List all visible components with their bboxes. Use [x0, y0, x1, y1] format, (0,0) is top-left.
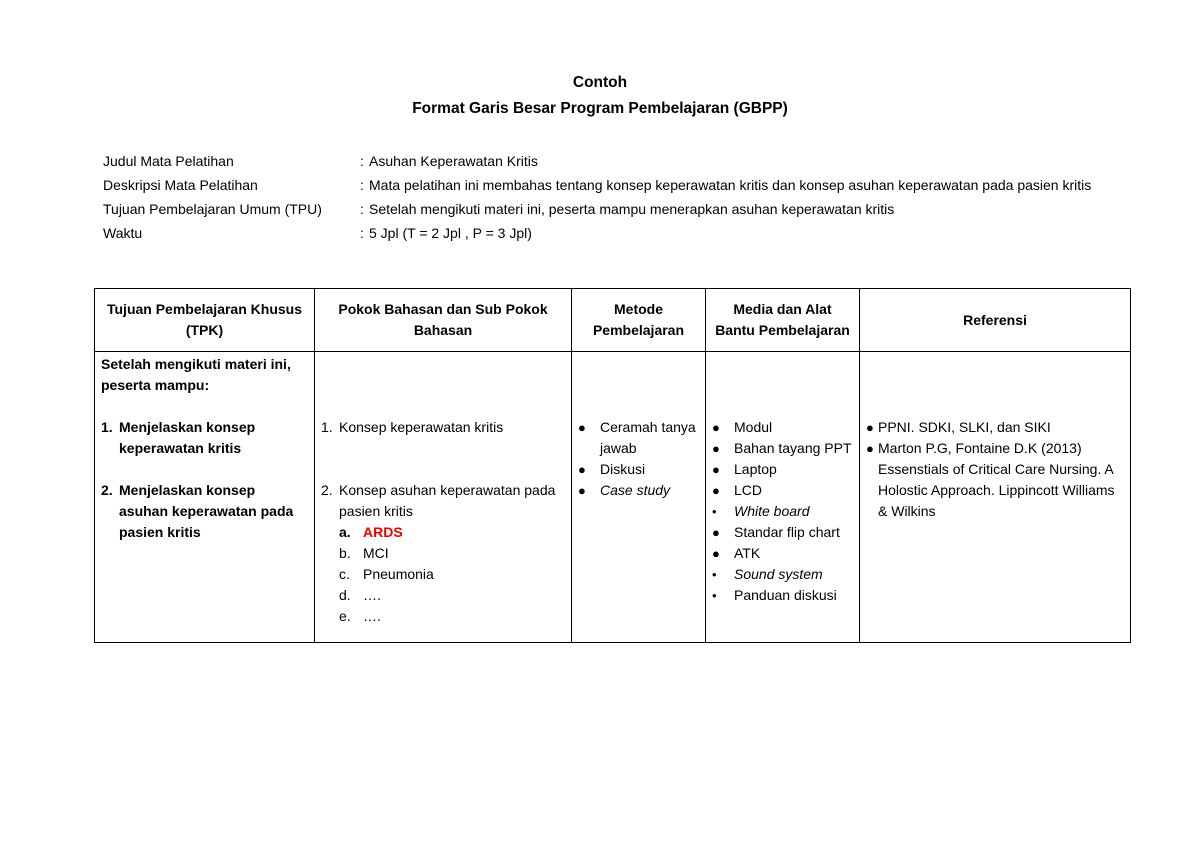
tpk-list [101, 417, 308, 543]
info-row-waktu [103, 221, 1113, 245]
header-tpk: Tujuan Pembelajaran Khusus (TPK) [95, 289, 315, 352]
bullet-icon: ● [866, 420, 874, 435]
item-text: Sound system [734, 566, 823, 582]
item-letter: a. [339, 524, 351, 540]
list-item [712, 480, 853, 501]
item-text: Standar flip chart [734, 524, 840, 540]
item-text: Laptop [734, 461, 777, 477]
list-item [339, 522, 565, 543]
item-letter: d. [339, 587, 351, 603]
list-item [339, 564, 565, 585]
document-title: Contoh [572, 74, 628, 91]
cell-metode [572, 352, 706, 643]
list-item [321, 480, 565, 627]
metode-list [578, 417, 699, 501]
item-text: ATK [734, 545, 761, 561]
item-text: Ceramah tanya jawab [600, 419, 696, 456]
list-item [712, 585, 853, 606]
list-item [712, 459, 853, 480]
item-text: Diskusi [600, 461, 646, 477]
tpk-intro: Setelah mengikuti materi ini, peserta mampu: [101, 356, 291, 393]
item-letter: b. [339, 545, 351, 561]
list-item [866, 438, 1124, 522]
cell-referensi [860, 352, 1131, 643]
bullet-icon: ● [712, 441, 720, 456]
list-item [321, 417, 565, 480]
info-colon: : [360, 153, 364, 169]
list-item [578, 417, 699, 459]
referensi-list [866, 417, 1124, 522]
list-item [712, 417, 853, 438]
item-text: White board [734, 503, 810, 519]
item-text: …. [363, 608, 381, 624]
info-value: Mata pelatihan ini membahas tentang konsep keperawatan kritis dan konsep asuhan keperawatan pada pasien kritis [369, 177, 1092, 193]
item-text: ARDS [363, 524, 403, 540]
bullet-icon: ● [712, 420, 720, 435]
table-row [95, 352, 1131, 643]
document-subtitle: Format Garis Besar Program Pembelajaran (GBPP) [412, 100, 788, 117]
bullet-icon: ● [578, 462, 586, 477]
info-colon: : [360, 177, 364, 193]
item-text: Case study [600, 482, 671, 498]
info-label: Waktu [103, 225, 143, 241]
info-label: Tujuan Pembelajaran Umum (TPU) [103, 201, 322, 217]
item-text: Pneumonia [363, 566, 434, 582]
header-referensi: Referensi [860, 289, 1131, 352]
bullet-icon: • [712, 504, 717, 519]
item-text: Menjelaskan konsep keperawatan kritis [119, 419, 256, 456]
info-label: Judul Mata Pelatihan [103, 153, 234, 169]
item-number: 2. [101, 482, 113, 498]
bullet-icon: ● [712, 483, 720, 498]
item-text: MCI [363, 545, 389, 561]
item-letter: e. [339, 608, 351, 624]
list-item [101, 417, 308, 480]
item-text: Marton P.G, Fontaine D.K (2013) Essenstials of Critical Care Nursing. A Holostic Approach. Lippincott Williams & Wilkins [878, 440, 1115, 519]
item-text: PPNI. SDKI, SLKI, dan SIKI [878, 419, 1051, 435]
bullet-icon: ● [578, 483, 586, 498]
list-item [712, 522, 853, 543]
list-item [339, 543, 565, 564]
list-item [712, 543, 853, 564]
header-metode: Metode Pembelajaran [572, 289, 706, 352]
info-colon: : [360, 201, 364, 217]
item-number: 1. [321, 419, 333, 435]
item-text: Menjelaskan konsep asuhan keperawatan pada pasien kritis [119, 482, 294, 540]
info-value: Setelah mengikuti materi ini, peserta mampu menerapkan asuhan keperawatan kritis [369, 201, 895, 217]
item-text: Bahan tayang PPT [734, 440, 852, 456]
list-item [339, 606, 565, 627]
header-media: Media dan Alat Bantu Pembelajaran [706, 289, 860, 352]
info-colon: : [360, 225, 364, 241]
cell-tpk [95, 352, 315, 643]
bullet-icon: ● [866, 441, 874, 456]
table-header-row [95, 289, 1131, 352]
sub-topic-list [339, 522, 565, 627]
list-item [101, 480, 308, 543]
cell-media [706, 352, 860, 643]
item-number: 2. [321, 482, 333, 498]
info-label: Deskripsi Mata Pelatihan [103, 177, 258, 193]
bullet-icon: • [712, 567, 717, 582]
info-row-tpu [103, 197, 1113, 221]
item-text: Panduan diskusi [734, 587, 837, 603]
item-text: Konsep keperawatan kritis [339, 419, 504, 435]
item-text: Modul [734, 419, 773, 435]
pokok-list [321, 417, 565, 627]
media-list [712, 417, 853, 606]
list-item [712, 564, 853, 585]
bullet-icon: ● [712, 525, 720, 540]
list-item [339, 585, 565, 606]
bullet-icon: ● [712, 546, 720, 561]
list-item [712, 438, 853, 459]
header-pokok-bahasan: Pokok Bahasan dan Sub Pokok Bahasan [315, 289, 572, 352]
item-text: LCD [734, 482, 763, 498]
cell-pokok-bahasan [315, 352, 572, 643]
course-info [103, 149, 1113, 245]
item-number: 1. [101, 419, 113, 435]
bullet-icon: ● [578, 420, 586, 435]
bullet-icon: • [712, 588, 717, 603]
list-item [578, 480, 699, 501]
item-text: …. [363, 587, 381, 603]
info-row-judul [103, 149, 1113, 173]
list-item [712, 501, 853, 522]
info-value: 5 Jpl (T = 2 Jpl , P = 3 Jpl) [369, 225, 532, 241]
list-item [866, 417, 1124, 438]
info-value: Asuhan Keperawatan Kritis [369, 153, 538, 169]
gbpp-table [94, 288, 1131, 643]
list-item [578, 459, 699, 480]
item-text: Konsep asuhan keperawatan pada pasien kritis [339, 482, 556, 519]
bullet-icon: ● [712, 462, 720, 477]
item-letter: c. [339, 566, 350, 582]
info-row-deskripsi [103, 173, 1113, 197]
